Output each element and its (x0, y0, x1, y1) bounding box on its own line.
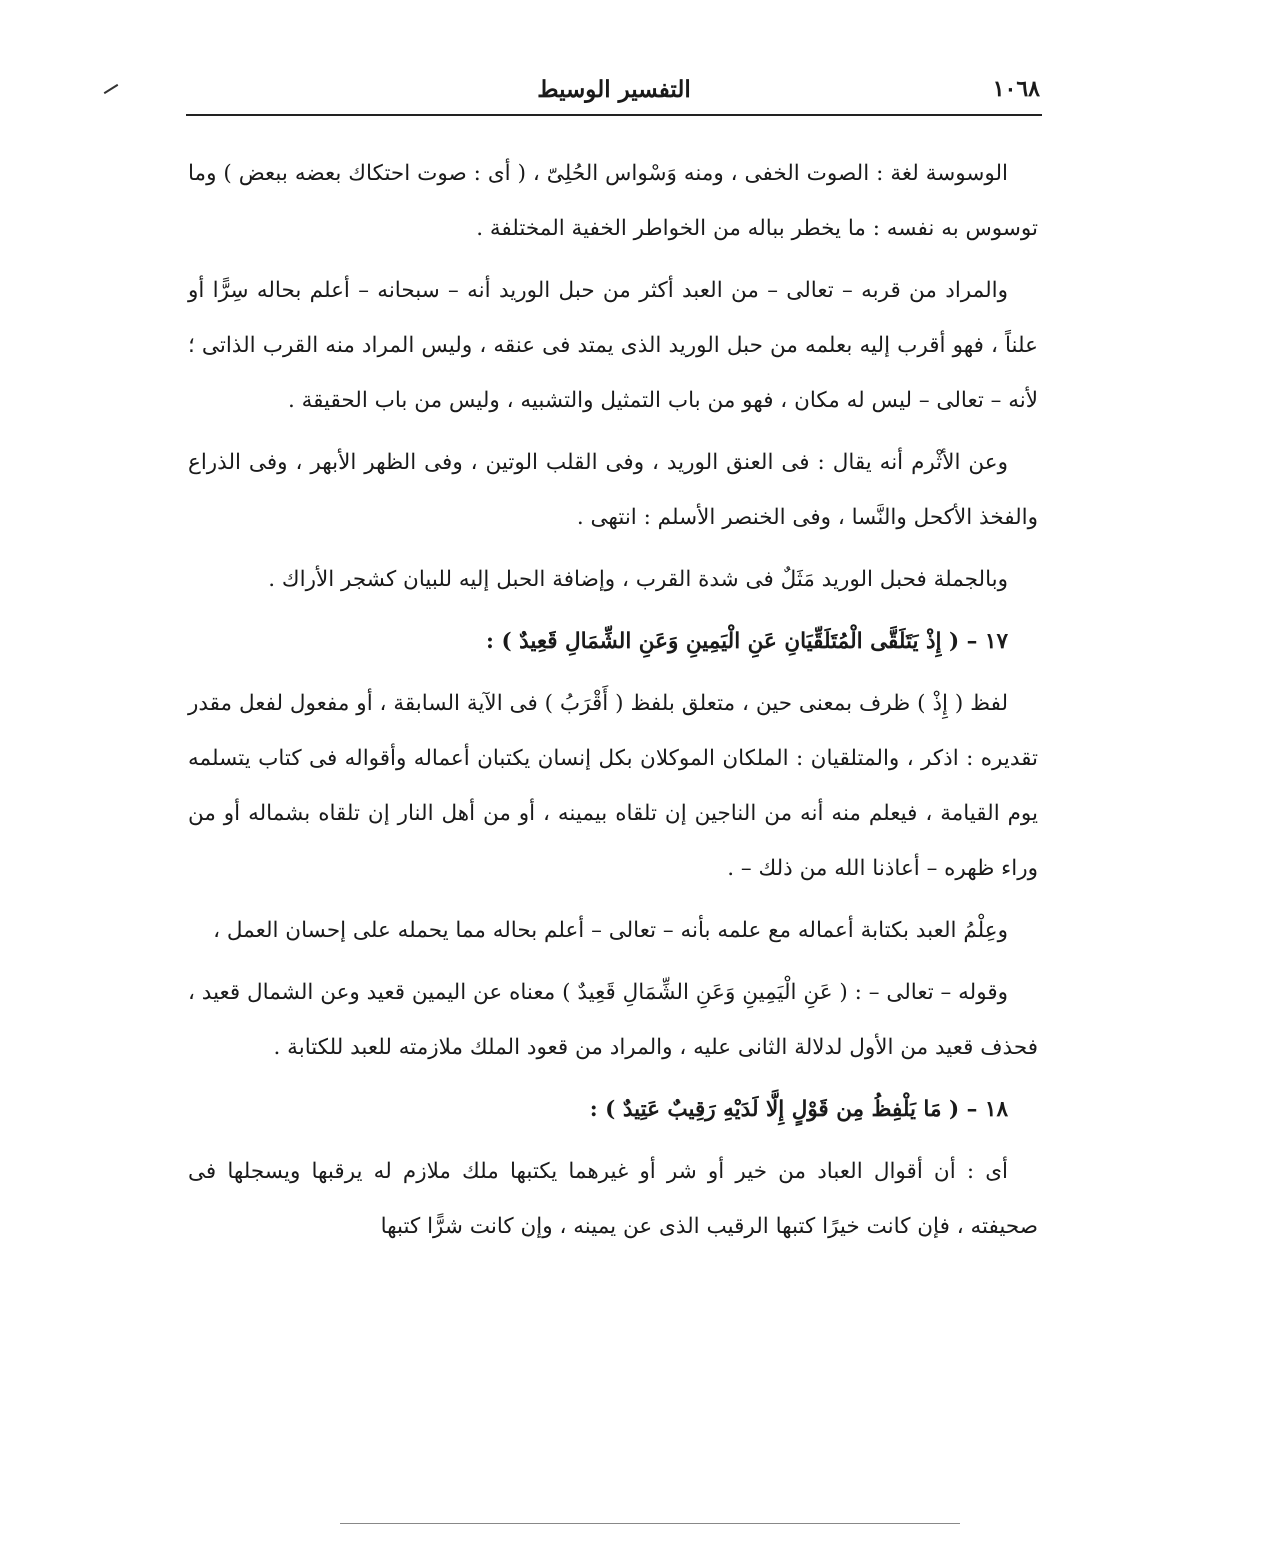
page-number: ١٠٦٨ (992, 76, 1040, 102)
paragraph-summary: وبالجملة فحبل الوريد مَثَلٌ فى شدة القرب ، وإضافة الحبل إليه للبيان كشجر الأراك . (268, 567, 1008, 592)
page-header (186, 70, 1042, 116)
paragraph-qaeed: وقوله – تعالى – : ( عَنِ الْيَمِينِ وَعَنِ الشِّمَالِ قَعِيدٌ ) معناه عن اليمين قعيد وعن الشمال قعيد ، فحذف قعيد من الأول لدلالة الثانى عليه ، والمراد من قعود الملك ملازمته للعبد للكتابة . (188, 980, 1038, 1060)
running-title: التفسير الوسيط (537, 76, 691, 103)
paragraph-qurb: والمراد من قربه – تعالى – من العبد أكثر من حبل الوريد أنه – سبحانه – أعلم بحاله سِرًّا أو علناً ، فهو أقرب إليه بعلمه من حبل الوريد الذى يمتد فى عنقه ، وليس المراد منه القرب الذاتى ؛ لأنه – تعالى – ليس له مكان ، فهو من باب التمثيل والتشبيه ، وليس من باب الحقيقة . (188, 278, 1038, 413)
paragraph-aqwal: أى : أن أقوال العباد من خير أو شر أو غيرهما يكتبها ملك ملازم له يرقبها ويسجلها فى صحيفته ، فإن كانت خيرًا كتبها الرقيب الذى عن يمينه ، وإن كانت شرًّا كتبها (188, 1159, 1038, 1239)
stray-pen-mark (104, 84, 119, 94)
paragraph-ilm: وعِلْمُ العبد بكتابة أعماله مع علمه بأنه – تعالى – أعلم بحاله مما يحمله على إحسان العمل ، (213, 918, 1008, 943)
footer-scan-line (340, 1523, 960, 1524)
page-body (188, 146, 1038, 1261)
header-rule (186, 114, 1042, 116)
paragraph-waswasa: الوسوسة لغة : الصوت الخفى ، ومنه وَسْواس الحُلِىّ ، ( أى : صوت احتكاك بعضه ببعض ) وما توسوس به نفسه : ما يخطر بباله من الخواطر الخفية المختلفة . (188, 161, 1038, 241)
verse-17: ١٧ – ( إِذْ يَتَلَقَّى الْمُتَلَقِّيَانِ عَنِ الْيَمِينِ وَعَنِ الشِّمَالِ قَعِيدٌ ) : (486, 629, 1008, 654)
verse-18: ١٨ – ( مَا يَلْفِظُ مِن قَوْلٍ إِلَّا لَدَيْهِ رَقِيبٌ عَتِيدٌ ) : (589, 1097, 1008, 1122)
paragraph-idh: لفظ ( إِذْ ) ظرف بمعنى حين ، متعلق بلفظ ( أَقْرَبُ ) فى الآية السابقة ، أو مفعول لفعل مقدر تقديره : اذكر ، والمتلقيان : الملكان الموكلان بكل إنسان يكتبان أعماله وأقواله فى كتاب يتسلمه يوم القيامة ، فيعلم منه أنه من الناجين إن تلقاه بيمينه ، أو من أهل النار إن تلقاه بشماله أو من وراء ظهره – أعاذنا الله من ذلك – . (188, 691, 1038, 881)
paragraph-athram: وعن الأثْرم أنه يقال : فى العنق الوريد ، وفى القلب الوتين ، وفى الظهر الأبهر ، وفى الذراع والفخذ الأكحل والنَّسا ، وفى الخنصر الأسلم : انتهى . (188, 450, 1038, 530)
